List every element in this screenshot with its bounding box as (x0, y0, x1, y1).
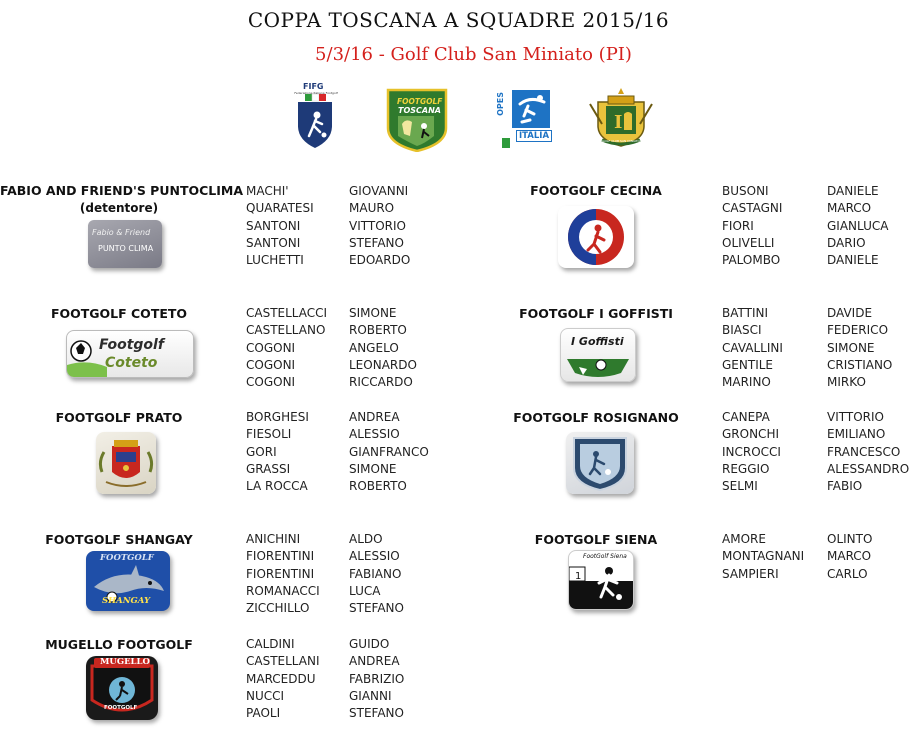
roster-mugello-footgolf (246, 636, 439, 722)
roster-footgolf-coteto (246, 305, 439, 391)
player-row (722, 444, 917, 461)
player-surname: INCROCCI (722, 444, 781, 459)
player-first-name: ANDREA (349, 410, 400, 424)
player-surname: GORI (246, 444, 277, 459)
player-row (246, 583, 439, 600)
player-surname: MACHI' (246, 184, 289, 198)
player-first-name: MARCO (827, 201, 872, 216)
player-row (246, 374, 439, 391)
player-surname: FIORI (722, 218, 754, 233)
player-surname: OLIVELLI (722, 235, 775, 250)
team-name-footgolf-siena: FOOTGOLF SIENA (534, 532, 658, 547)
player-first-name: MIRKO (827, 375, 866, 390)
team-name-footgolf-i-goffisti: FOOTGOLF I GOFFISTI (519, 306, 673, 321)
roster-footgolf-cecina (722, 183, 917, 269)
player-surname: CASTELLACCI (246, 306, 328, 320)
roster-footgolf-prato (246, 409, 439, 495)
player-first-name: CARLO (827, 566, 868, 581)
player-row (722, 566, 917, 583)
player-row (246, 305, 439, 322)
player-surname: PALOMBO (722, 253, 781, 268)
player-first-name: STEFANO (349, 235, 404, 250)
player-first-name: SIMONE (349, 306, 397, 320)
player-row (722, 218, 917, 235)
player-surname: REGGIO (722, 461, 770, 476)
player-row (722, 200, 917, 217)
team-logo-text-footgolf: Footgolf (99, 337, 164, 353)
player-surname: SANTONI (246, 235, 301, 250)
player-surname: QUARATESI (246, 201, 314, 216)
player-first-name: ALDO (349, 532, 383, 546)
golf-club-san-miniato-logo (588, 84, 654, 150)
player-surname: FIESOLI (246, 427, 292, 442)
player-row (246, 653, 439, 670)
player-row (722, 548, 917, 565)
player-surname: ROMANACCI (246, 583, 320, 598)
player-first-name: DARIO (827, 235, 866, 250)
player-row (722, 531, 917, 548)
player-surname: BORGHESI (246, 410, 309, 424)
player-row (246, 705, 439, 722)
player-first-name: STEFANO (349, 601, 404, 616)
player-row (722, 357, 917, 374)
team-name-fabio-and-friends: FABIO AND FRIEND'S PUNTOCLIMA (0, 183, 243, 198)
player-surname: LA ROCCA (246, 479, 308, 494)
team-name-footgolf-cecina: FOOTGOLF CECINA (530, 183, 662, 198)
roster-footgolf-rosignano (722, 409, 917, 495)
player-surname: CASTELLANI (246, 654, 320, 669)
opes-text: OPES (496, 92, 505, 116)
team-logo-text-mugello-footgolf: FOOTGOLF (104, 705, 138, 711)
player-first-name: ALESSIO (349, 549, 400, 564)
player-surname: BIASCI (722, 323, 762, 338)
footgolf-toscana-logo (384, 88, 450, 152)
player-surname: ZICCHILLO (246, 601, 310, 616)
golf-club-caption: GOLF CLUB SAN MINIATO (602, 139, 640, 143)
player-surname: CAVALLINI (722, 340, 783, 355)
player-surname: GENTILE (722, 357, 773, 372)
player-first-name: CRISTIANO (827, 357, 893, 372)
player-surname: PAOLI (246, 706, 281, 721)
player-surname: FIORENTINI (246, 549, 315, 564)
player-surname: MONTAGNANI (722, 549, 805, 564)
player-first-name: LEONARDO (349, 357, 417, 372)
player-row (246, 600, 439, 617)
player-first-name: LUCA (349, 583, 381, 598)
player-row (246, 218, 439, 235)
team-name-footgolf-rosignano: FOOTGOLF ROSIGNANO (513, 410, 679, 425)
svg-text:I: I (614, 112, 623, 133)
team-name-footgolf-shangay: FOOTGOLF SHANGAY (45, 532, 193, 547)
team-logo-text-footgolf-shangay: FOOTGOLF (100, 553, 154, 563)
team-name-footgolf-coteto: FOOTGOLF COTETO (50, 306, 188, 321)
player-first-name: ROBERTO (349, 323, 407, 338)
player-row (246, 252, 439, 269)
player-first-name: ANGELO (349, 340, 399, 355)
player-surname: NUCCI (246, 688, 285, 703)
opes-italia-logo (496, 90, 554, 150)
fifg-caption: Federazione Italiana Footgolf (294, 91, 338, 95)
player-surname: BATTINI (722, 306, 769, 320)
team-note-detentore: (detentore) (79, 201, 159, 215)
player-row (246, 426, 439, 443)
player-first-name: EDOARDO (349, 253, 411, 268)
player-surname: SELMI (722, 479, 758, 494)
player-surname: SAMPIERI (722, 566, 779, 581)
player-first-name: GUIDO (349, 637, 390, 651)
team-logo-footgolf-coteto (66, 330, 194, 378)
player-surname: GRONCHI (722, 427, 779, 442)
player-surname: MARCEDDU (246, 671, 316, 686)
player-first-name: ANDREA (349, 654, 400, 669)
player-first-name: FABIO (827, 479, 863, 494)
team-logo-text-mugello: MUGELLO (100, 657, 150, 667)
team-logo-footgolf-shangay (86, 551, 170, 611)
page-title: COPPA TOSCANA A SQUADRE 2015/16 (247, 8, 670, 32)
player-row (246, 461, 439, 478)
footgolf-toscana-text-1: FOOTGOLF (397, 97, 443, 106)
player-row (246, 322, 439, 339)
roster-footgolf-i-goffisti (722, 305, 917, 391)
svg-text:1: 1 (575, 571, 582, 582)
team-name-mugello-footgolf: MUGELLO FOOTGOLF (45, 637, 193, 652)
player-row (246, 444, 439, 461)
player-surname: COGONI (246, 375, 296, 390)
player-first-name: MARCO (827, 549, 872, 564)
team-logo-footgolf-rosignano (566, 432, 634, 494)
player-surname: BUSONI (722, 184, 769, 198)
player-row (246, 531, 439, 548)
team-logo-text-shangay: SHANGAY (102, 596, 151, 606)
player-surname: CASTAGNI (722, 201, 783, 216)
player-row (722, 183, 917, 200)
player-row (722, 461, 917, 478)
player-row (246, 357, 439, 374)
player-row (246, 636, 439, 653)
player-row (722, 409, 917, 426)
player-surname: COGONI (246, 357, 296, 372)
player-first-name: GIANLUCA (827, 218, 889, 233)
opes-italia-text: ITALIA (516, 130, 552, 142)
player-first-name: ALESSIO (349, 427, 400, 442)
player-surname: AMORE (722, 532, 766, 546)
team-logo-fabio-and-friends (88, 220, 162, 268)
player-first-name: DANIELE (827, 184, 879, 198)
player-row (722, 305, 917, 322)
team-name-footgolf-prato: FOOTGOLF PRATO (55, 410, 183, 425)
player-surname: MARINO (722, 375, 771, 390)
player-first-name: ALESSANDRO (827, 461, 910, 476)
player-surname: SANTONI (246, 218, 301, 233)
team-logo-text-fabio: Fabio & Friend (92, 228, 151, 237)
roster-footgolf-siena (722, 531, 917, 583)
team-logo-footgolf-cecina (558, 206, 634, 268)
player-surname: LUCHETTI (246, 253, 304, 268)
team-logo-text-footgolf-siena: FootGolf Siena (583, 553, 627, 560)
player-first-name: FEDERICO (827, 323, 889, 338)
player-surname: COGONI (246, 340, 296, 355)
player-row (246, 671, 439, 688)
player-row (246, 340, 439, 357)
roster-fabio-and-friends (246, 183, 439, 269)
team-logo-text-puntoclima: PUNTO CLIMA (98, 244, 154, 253)
player-row (722, 322, 917, 339)
player-first-name: GIANNI (349, 688, 392, 703)
player-first-name: FABRIZIO (349, 671, 405, 686)
team-logo-text-i-goffisti: I Goffisti (571, 335, 624, 348)
page-subtitle: 5/3/16 - Golf Club San Miniato (PI) (315, 44, 632, 65)
player-first-name: SIMONE (349, 461, 397, 476)
player-first-name: DAVIDE (827, 306, 873, 320)
player-row (246, 688, 439, 705)
player-first-name: STEFANO (349, 706, 404, 721)
player-row (246, 409, 439, 426)
player-surname: CANEPA (722, 410, 770, 424)
roster-footgolf-shangay (246, 531, 439, 617)
player-row (246, 478, 439, 495)
team-logo-text-coteto: Coteto (105, 355, 158, 371)
player-row (722, 478, 917, 495)
player-row (246, 235, 439, 252)
team-logo-footgolf-i-goffisti (560, 328, 636, 382)
fifg-text: FIFG (303, 82, 324, 91)
team-logo-footgolf-siena (568, 550, 634, 610)
player-row (722, 340, 917, 357)
player-row (722, 374, 917, 391)
player-first-name: FRANCESCO (827, 444, 901, 459)
footgolf-toscana-text-2: TOSCANA (398, 106, 441, 115)
player-first-name: FABIANO (349, 566, 402, 581)
player-first-name: VITTORIO (827, 410, 884, 424)
player-row (246, 200, 439, 217)
player-first-name: EMILIANO (827, 427, 886, 442)
player-first-name: VITTORIO (349, 218, 406, 233)
player-surname: CALDINI (246, 637, 295, 651)
player-surname: ANICHINI (246, 532, 301, 546)
player-row (246, 183, 439, 200)
player-surname: CASTELLANO (246, 323, 326, 338)
player-row (722, 426, 917, 443)
team-logo-footgolf-prato (96, 432, 156, 494)
player-first-name: MAURO (349, 201, 395, 216)
player-first-name: GIOVANNI (349, 184, 409, 198)
player-surname: FIORENTINI (246, 566, 315, 581)
player-first-name: ROBERTO (349, 479, 407, 494)
player-surname: GRASSI (246, 461, 291, 476)
player-first-name: DANIELE (827, 253, 879, 268)
team-logo-mugello-footgolf (86, 656, 158, 720)
player-row (722, 235, 917, 252)
player-row (246, 566, 439, 583)
player-first-name: SIMONE (827, 340, 875, 355)
player-first-name: RICCARDO (349, 375, 413, 390)
player-row (722, 252, 917, 269)
player-first-name: OLINTO (827, 532, 873, 546)
player-first-name: GIANFRANCO (349, 444, 429, 459)
player-row (246, 548, 439, 565)
fifg-logo (290, 82, 340, 150)
